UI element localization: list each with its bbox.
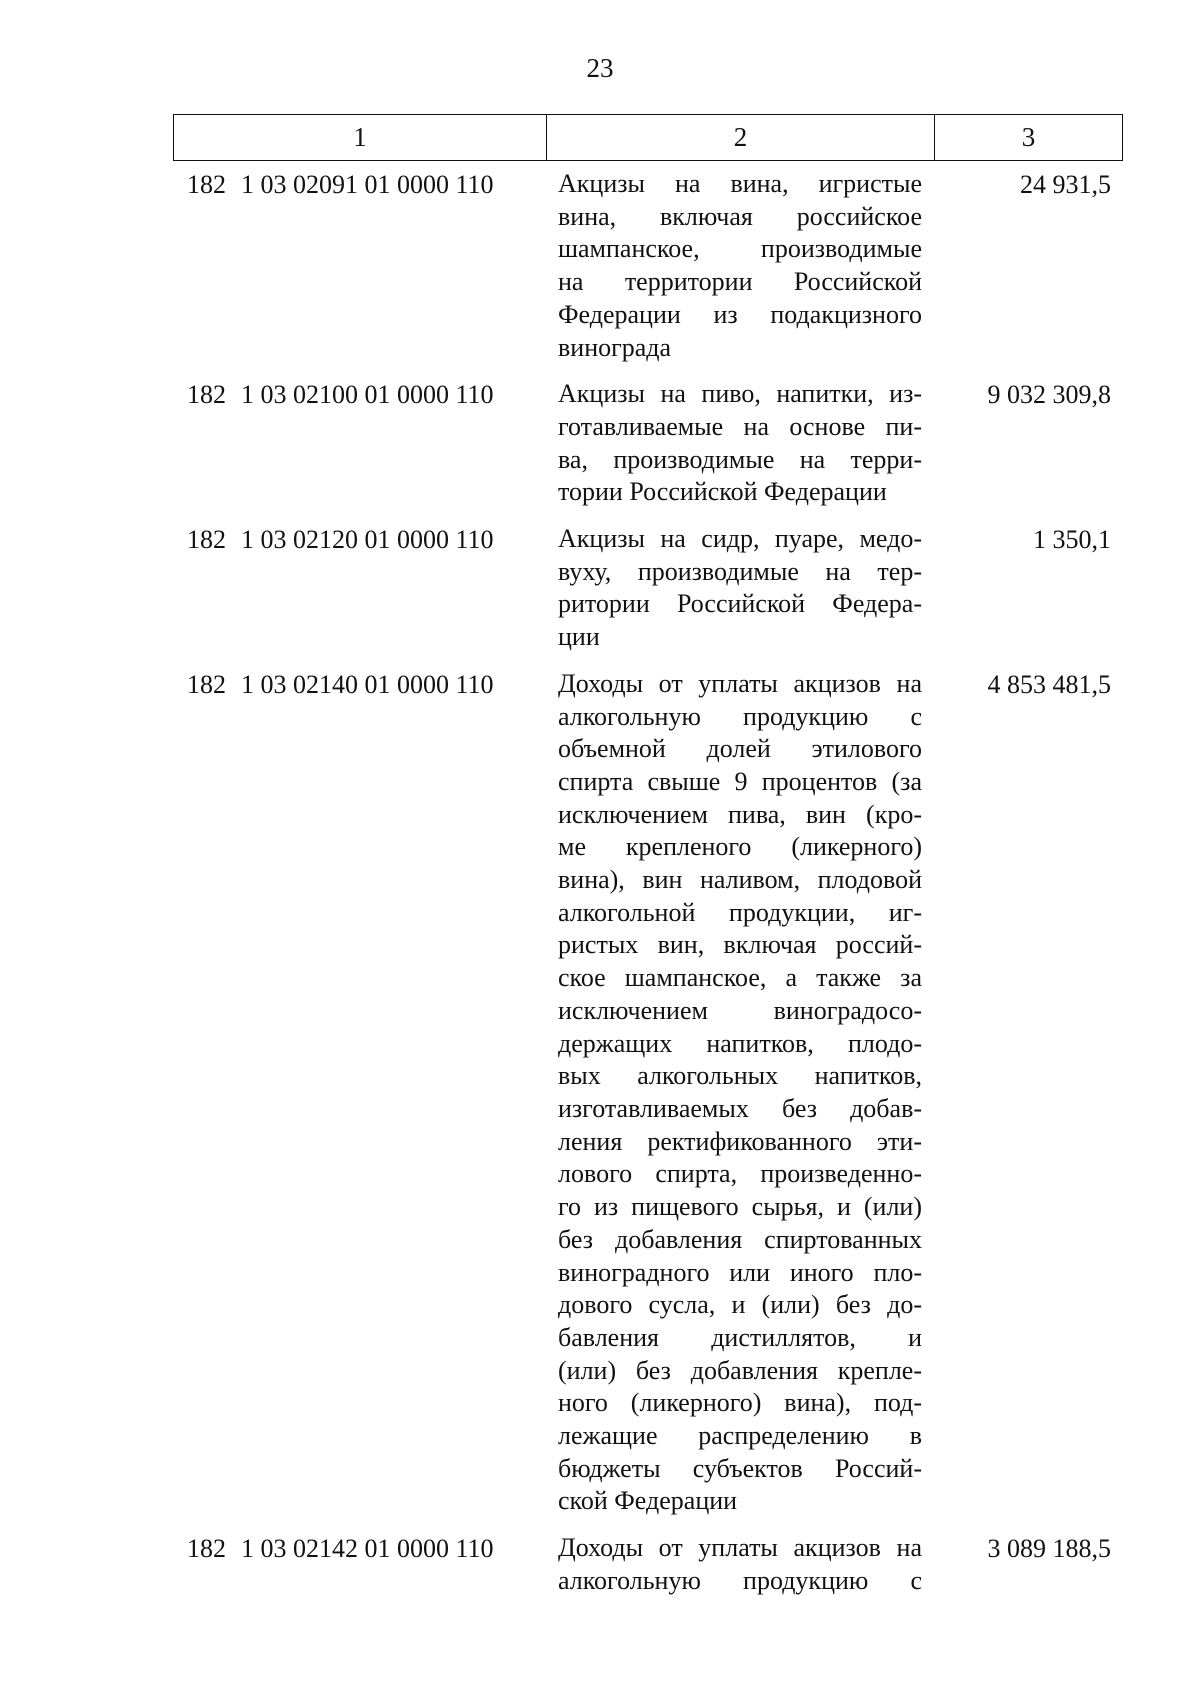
income-name-line: без добавления спиртованных <box>558 1224 922 1254</box>
income-name-line: ления ректификованного эти- <box>558 1126 922 1156</box>
amount-cell: 4 853 481,5 <box>987 669 1111 699</box>
income-name-line: алкогольной продукции, иг- <box>558 897 922 927</box>
income-name-line: ритории Российской Федера- <box>558 589 922 619</box>
income-name-line: вина, включая российское <box>558 201 922 231</box>
income-name-line: лежащие распределению в <box>558 1421 922 1451</box>
income-name-cell <box>546 378 934 509</box>
table-row <box>173 378 1123 509</box>
income-name-line: ристых вин, включая россий- <box>558 930 922 960</box>
income-name-cell <box>546 668 934 1518</box>
income-name-line: ного (ликерного) вина), под- <box>558 1388 922 1418</box>
income-name-line: ме крепленого (ликерного) <box>558 832 922 862</box>
income-name-line: бавления дистиллятов, и <box>558 1322 922 1352</box>
income-name-line: го из пищевого сырья, и (или) <box>558 1192 922 1222</box>
table-row <box>173 523 1123 654</box>
income-name-line: винограда <box>558 332 672 362</box>
income-name-line: ское шампанское, а также за <box>558 963 922 993</box>
income-name-cell <box>546 168 934 364</box>
income-name-line: вых алкогольных напитков, <box>558 1061 922 1091</box>
admin-code-cell: 182 <box>187 669 226 699</box>
income-name-line: Доходы от уплаты акцизов на <box>558 1533 922 1563</box>
income-name-line: шампанское, производимые <box>558 234 922 264</box>
income-name-line: ва, производимые на терри- <box>558 444 922 474</box>
income-name-cell <box>546 523 934 654</box>
income-name-line: виноградного или иного пло- <box>558 1257 922 1287</box>
budget-code-cell: 1 03 02100 01 0000 110 <box>241 380 494 410</box>
table-row <box>173 668 1123 1518</box>
budget-code-cell: 1 03 02140 01 0000 110 <box>241 669 494 699</box>
admin-code-cell: 182 <box>187 380 226 410</box>
income-name-line: исключением виноградосо- <box>558 995 922 1025</box>
table-row <box>173 1532 1123 1597</box>
header-col-2: 2 <box>547 115 935 160</box>
budget-code-cell: 1 03 02142 01 0000 110 <box>241 1534 494 1564</box>
table-body <box>173 168 1123 1612</box>
income-name-line: бюджеты субъектов Россий- <box>558 1453 922 1483</box>
income-name-line: на территории Российской <box>558 267 922 297</box>
page-number: 23 <box>586 53 614 83</box>
amount-cell: 1 350,1 <box>1033 525 1111 555</box>
income-name-line: вина), вин наливом, плодовой <box>558 865 922 895</box>
income-name-line: алкогольную продукцию с <box>558 1565 922 1595</box>
income-name-line: вуху, производимые на тер- <box>558 556 922 586</box>
income-name-line: (или) без добавления крепле- <box>558 1355 922 1385</box>
income-name-line: держащих напитков, плодо- <box>558 1028 922 1058</box>
income-name-line: Акцизы на вина, игристые <box>558 169 922 198</box>
budget-code-cell: 1 03 02091 01 0000 110 <box>241 170 494 199</box>
income-name-line: Акцизы на сидр, пуаре, медо- <box>558 524 922 554</box>
admin-code-cell: 182 <box>187 525 226 555</box>
admin-code-cell: 182 <box>187 1534 226 1564</box>
income-name-line: лового спирта, произведенно- <box>558 1159 922 1189</box>
header-col-3: 3 <box>1021 122 1036 152</box>
header-col-1: 1 <box>174 115 547 160</box>
amount-cell: 24 931,5 <box>1020 170 1111 199</box>
table-row <box>173 168 1123 364</box>
income-name-line: изготавливаемых без добав- <box>558 1093 922 1123</box>
admin-code-cell: 182 <box>187 170 226 199</box>
amount-cell: 3 089 188,5 <box>987 1534 1111 1564</box>
income-name-line: Акцизы на пиво, напитки, из- <box>558 379 922 409</box>
budget-code-cell: 1 03 02120 01 0000 110 <box>241 525 494 555</box>
income-name-line: ции <box>558 622 600 652</box>
income-name-line: готавливаемые на основе пи- <box>558 411 922 441</box>
table-header <box>173 114 1123 161</box>
amount-cell: 9 032 309,8 <box>987 380 1111 410</box>
income-name-line: спирта свыше 9 процентов (за <box>558 766 922 796</box>
income-name-line: ской Федерации <box>558 1486 738 1516</box>
income-name-line: тории Российской Федерации <box>558 477 887 507</box>
income-name-line: алкогольную продукцию с <box>558 701 922 731</box>
income-name-line: дового сусла, и (или) без до- <box>558 1290 922 1320</box>
income-name-line: исключением пива, вин (кро- <box>558 799 922 829</box>
income-name-line: объемной долей этилового <box>558 734 922 764</box>
income-name-cell <box>546 1532 934 1597</box>
income-name-line: Федерации из подакцизного <box>558 299 922 329</box>
income-name-line: Доходы от уплаты акцизов на <box>558 668 922 698</box>
